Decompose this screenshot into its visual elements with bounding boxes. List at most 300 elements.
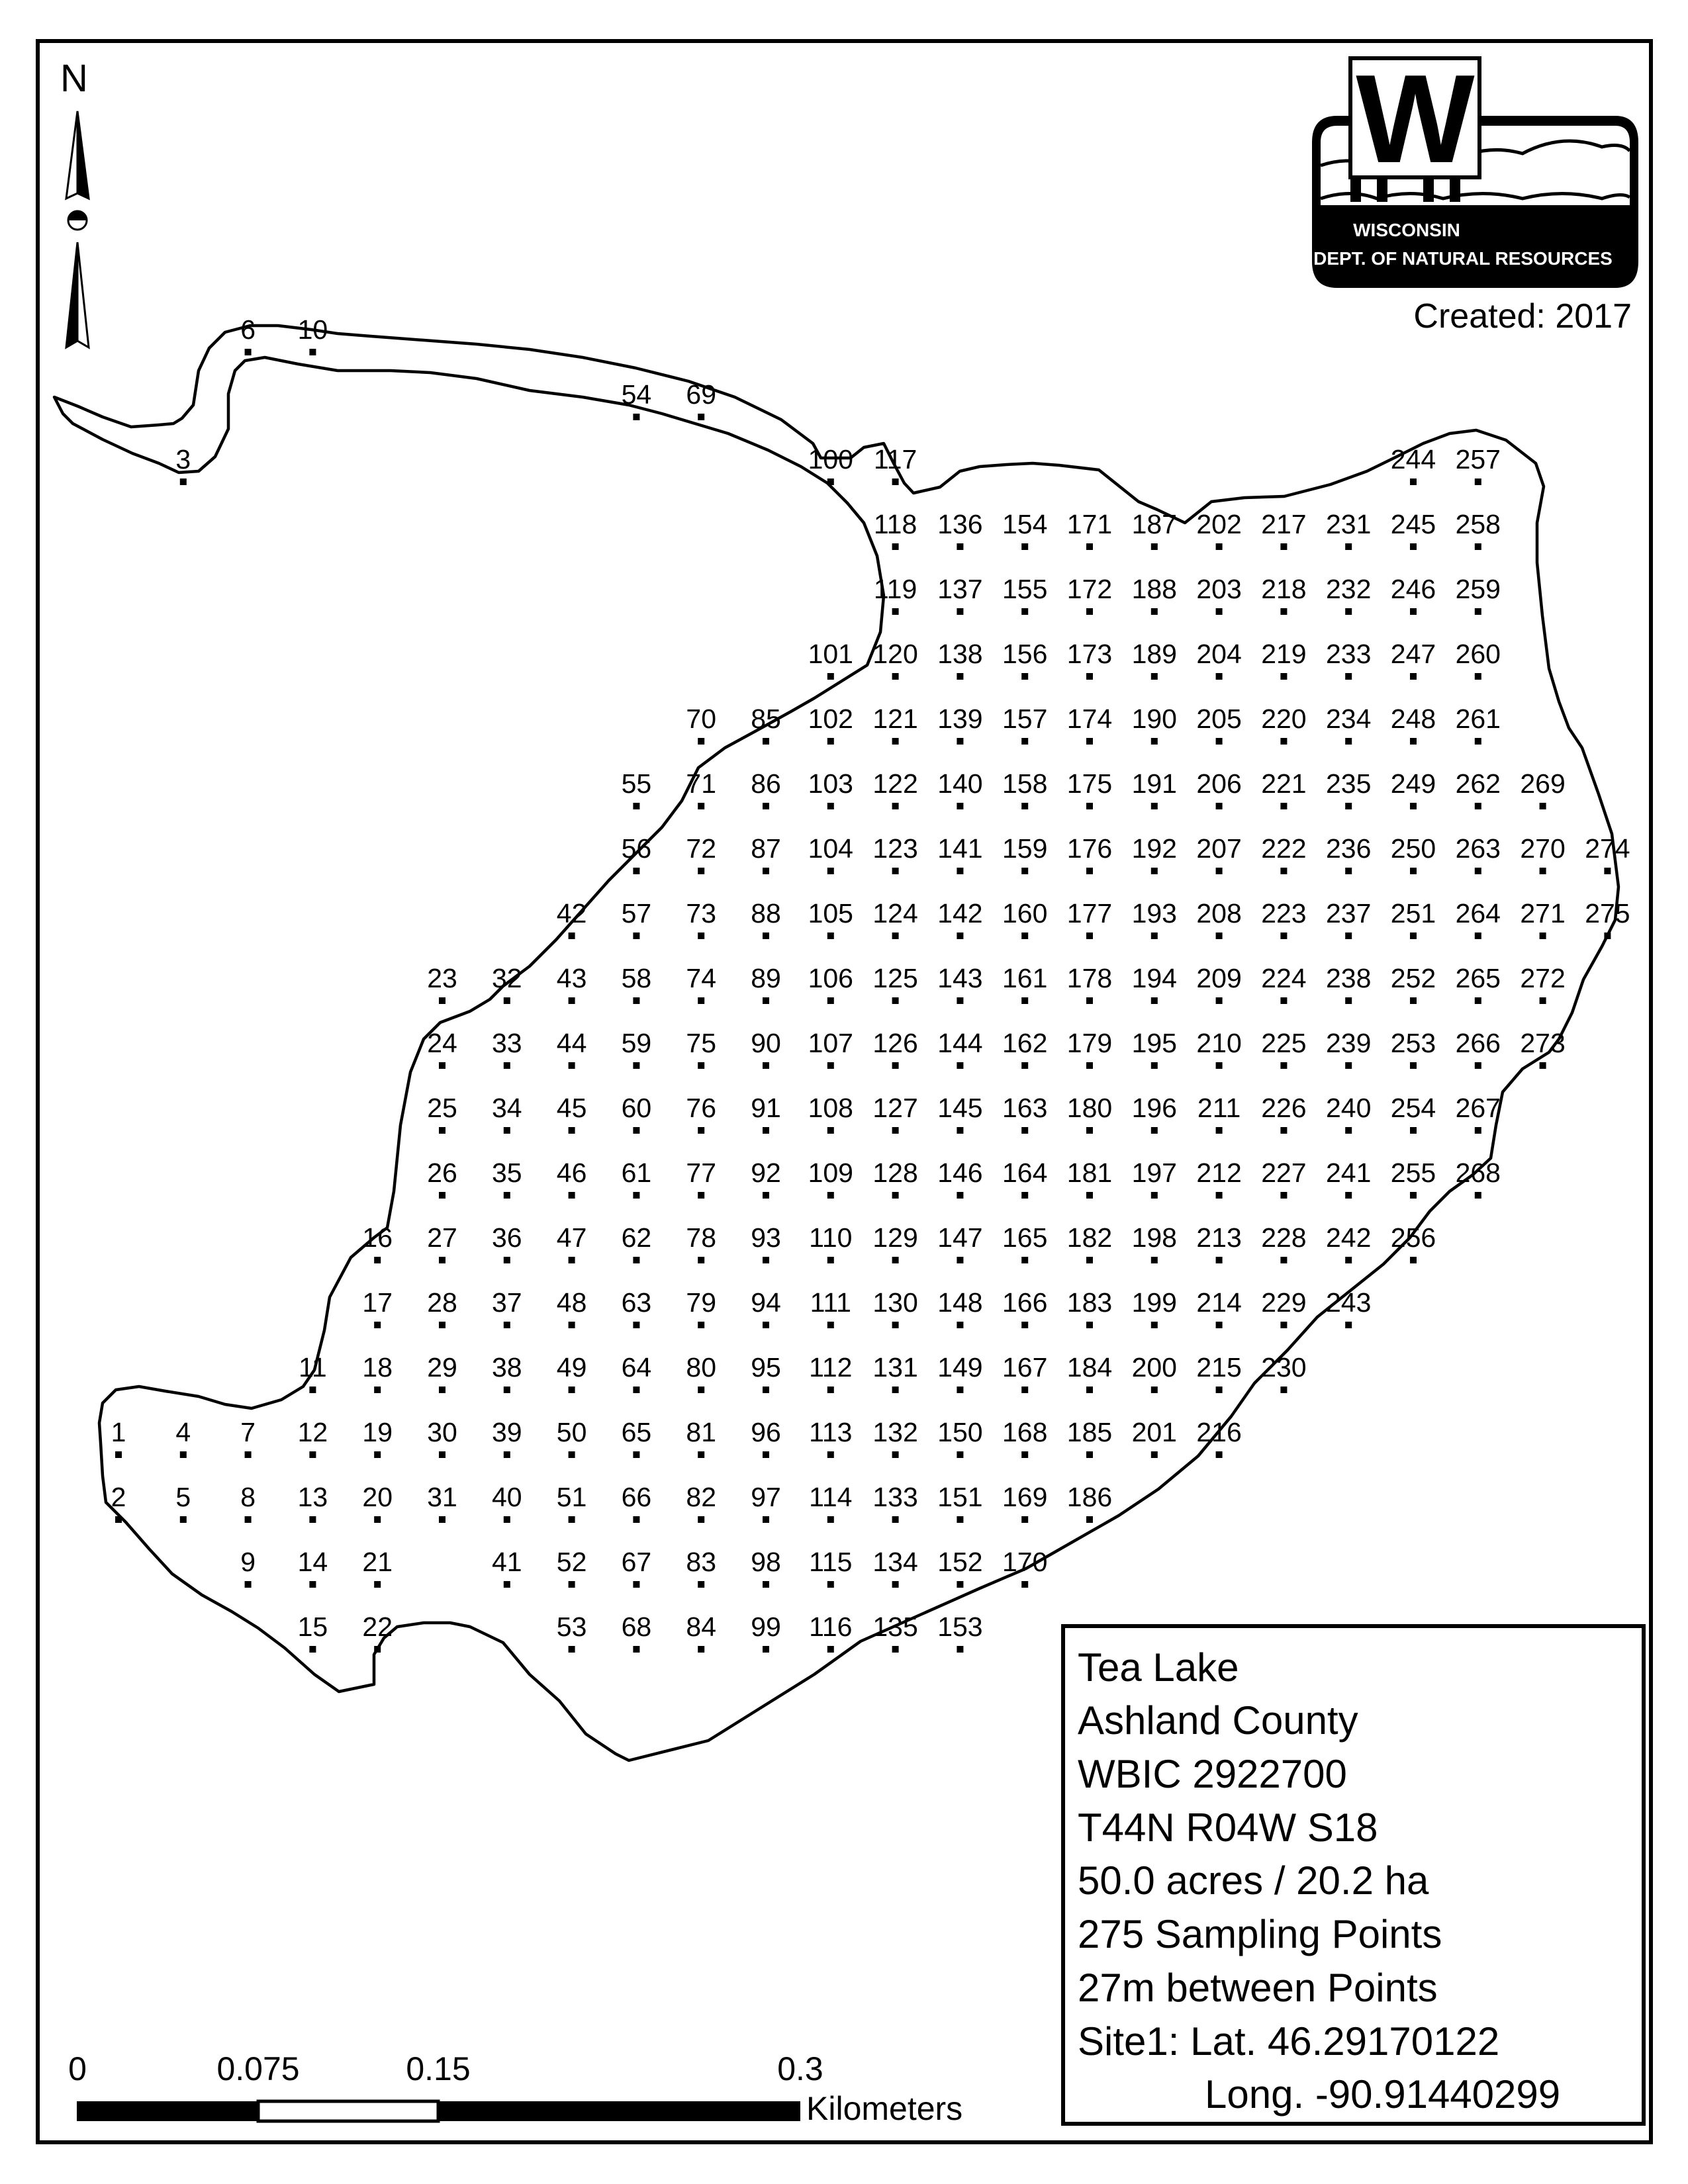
sampling-point-label: 129 (872, 1222, 918, 1253)
sampling-point-label: 149 (937, 1352, 983, 1383)
sampling-point-label: 74 (686, 963, 717, 993)
sampling-point-label: 80 (686, 1352, 717, 1383)
sampling-point-label: 125 (872, 963, 918, 993)
sampling-point-label: 137 (937, 574, 983, 604)
sampling-point-marker (1216, 1192, 1223, 1199)
sampling-point-marker (569, 1257, 575, 1263)
sampling-point-label: 147 (937, 1222, 983, 1253)
sampling-point-label: 25 (427, 1093, 457, 1123)
sampling-point-marker (633, 1127, 639, 1134)
sampling-point-label: 67 (621, 1547, 652, 1577)
sampling-point-marker (1345, 933, 1352, 939)
sampling-point-label: 87 (751, 833, 781, 864)
sampling-point-marker (1151, 1257, 1158, 1263)
sampling-point-label: 40 (491, 1482, 522, 1512)
sampling-point-marker (1475, 608, 1481, 615)
sampling-point-marker (892, 1062, 899, 1069)
sampling-point-label: 135 (872, 1612, 918, 1642)
sampling-point-label: 185 (1066, 1417, 1113, 1447)
sampling-point-marker (957, 608, 963, 615)
sampling-point-marker (1216, 933, 1223, 939)
sampling-point-label: 62 (621, 1222, 652, 1253)
sampling-point-label: 55 (621, 768, 652, 799)
sampling-point-marker (763, 1127, 769, 1134)
sampling-point-marker (892, 608, 899, 615)
sampling-point-label: 131 (872, 1352, 918, 1383)
sampling-point-label: 189 (1131, 639, 1178, 669)
sampling-point-marker (1021, 868, 1028, 874)
sampling-point-marker (1021, 673, 1028, 680)
logo-line2: DEPT. OF NATURAL RESOURCES (1313, 248, 1613, 269)
sampling-point-label: 160 (1002, 898, 1048, 929)
sampling-point-marker (1086, 933, 1093, 939)
sampling-point-marker (504, 1387, 510, 1393)
sampling-point-marker (698, 1646, 704, 1653)
sampling-point-marker (827, 673, 834, 680)
sampling-point-marker (827, 1646, 834, 1653)
sampling-point-label: 148 (937, 1287, 983, 1318)
sampling-point-label: 169 (1002, 1482, 1048, 1512)
sampling-point-label: 207 (1196, 833, 1242, 864)
sampling-point-label: 197 (1131, 1158, 1178, 1188)
sampling-point-label: 19 (362, 1417, 393, 1447)
scale-tick-2: 0.15 (406, 2050, 471, 2087)
sampling-point-marker (1345, 608, 1352, 615)
sampling-point-marker (1021, 738, 1028, 745)
sampling-point-marker (1475, 738, 1481, 745)
sampling-point-marker (1216, 1127, 1223, 1134)
sampling-point-marker (1345, 673, 1352, 680)
sampling-point-label: 158 (1002, 768, 1048, 799)
sampling-point-label: 139 (937, 704, 983, 734)
sampling-point-label: 261 (1455, 704, 1501, 734)
sampling-point-marker (698, 1192, 704, 1199)
sampling-point-label: 177 (1066, 898, 1113, 929)
sampling-point-label: 61 (621, 1158, 652, 1188)
sampling-point-label: 23 (427, 963, 457, 993)
sampling-point-label: 235 (1325, 768, 1372, 799)
sampling-point-marker (504, 1516, 510, 1523)
sampling-point-marker (763, 1062, 769, 1069)
sampling-point-label: 254 (1390, 1093, 1436, 1123)
sampling-point-marker (633, 933, 639, 939)
sampling-point-label: 195 (1131, 1028, 1178, 1058)
sampling-point-marker (957, 1257, 963, 1263)
sampling-point-marker (1410, 1257, 1417, 1263)
sampling-point-label: 170 (1002, 1547, 1048, 1577)
sampling-point-marker (1216, 673, 1223, 680)
sampling-point-marker (763, 1451, 769, 1458)
sampling-point-label: 151 (937, 1482, 983, 1512)
sampling-point-label: 256 (1390, 1222, 1436, 1253)
sampling-point-marker (892, 1387, 899, 1393)
sampling-point-label: 134 (872, 1547, 918, 1577)
sampling-point-marker (892, 997, 899, 1004)
sampling-point-marker (957, 543, 963, 550)
sampling-point-label: 163 (1002, 1093, 1048, 1123)
sampling-point-label: 48 (556, 1287, 587, 1318)
sampling-point-marker (1475, 933, 1481, 939)
sampling-point-label: 99 (751, 1612, 781, 1642)
sampling-point-marker (957, 673, 963, 680)
sampling-point-marker (1151, 803, 1158, 809)
info-site-lat: Site1: Lat. 46.29170122 (1078, 2019, 1500, 2064)
sampling-point-label: 43 (556, 963, 587, 993)
sampling-point-marker (633, 868, 639, 874)
sampling-point-label: 243 (1325, 1287, 1372, 1318)
sampling-point-label: 93 (751, 1222, 781, 1253)
sampling-point-marker (957, 1387, 963, 1393)
sampling-point-label: 260 (1455, 639, 1501, 669)
sampling-point-marker (1345, 868, 1352, 874)
sampling-point-marker (633, 1062, 639, 1069)
sampling-point-label: 15 (297, 1612, 328, 1642)
sampling-point-marker (309, 1451, 316, 1458)
sampling-point-marker (698, 414, 704, 420)
sampling-point-label: 124 (872, 898, 918, 929)
sampling-point-marker (892, 868, 899, 874)
sampling-point-marker (1086, 543, 1093, 550)
sampling-point-marker (1280, 1257, 1287, 1263)
sampling-point-marker (827, 933, 834, 939)
sampling-point-marker (1410, 478, 1417, 485)
sampling-point-marker (1280, 1062, 1287, 1069)
sampling-point-marker (827, 1451, 834, 1458)
sampling-point-marker (1086, 1451, 1093, 1458)
sampling-point-label: 201 (1131, 1417, 1178, 1447)
sampling-point-marker (1345, 738, 1352, 745)
sampling-point-label: 126 (872, 1028, 918, 1058)
sampling-point-label: 212 (1196, 1158, 1242, 1188)
sampling-point-label: 264 (1455, 898, 1501, 929)
sampling-point-label: 262 (1455, 768, 1501, 799)
sampling-point-marker (633, 803, 639, 809)
sampling-point-label: 117 (873, 444, 917, 475)
sampling-point-label: 180 (1066, 1093, 1113, 1123)
sampling-point-marker (439, 1322, 445, 1328)
sampling-point-label: 155 (1002, 574, 1048, 604)
sampling-point-label: 33 (491, 1028, 522, 1058)
sampling-point-label: 214 (1196, 1287, 1242, 1318)
sampling-point-marker (439, 1387, 445, 1393)
sampling-point-marker (1086, 608, 1093, 615)
sampling-point-marker (374, 1322, 381, 1328)
sampling-point-marker (569, 1451, 575, 1458)
sampling-point-label: 259 (1455, 574, 1501, 604)
sampling-point-marker (892, 1322, 899, 1328)
sampling-point-label: 12 (297, 1417, 328, 1447)
sampling-point-marker (374, 1646, 381, 1653)
sampling-point-marker (1216, 1322, 1223, 1328)
sampling-point-label: 52 (556, 1547, 587, 1577)
sampling-point-label: 118 (873, 509, 917, 539)
sampling-point-marker (633, 1451, 639, 1458)
sampling-point-marker (698, 1451, 704, 1458)
sampling-point-marker (504, 997, 510, 1004)
sampling-point-marker (1151, 1387, 1158, 1393)
sampling-point-marker (1086, 1062, 1093, 1069)
sampling-point-marker (763, 738, 769, 745)
sampling-point-marker (374, 1451, 381, 1458)
sampling-point-label: 22 (362, 1612, 393, 1642)
sampling-point-marker (1021, 1322, 1028, 1328)
sampling-point-marker (374, 1516, 381, 1523)
sampling-point-label: 244 (1390, 444, 1436, 475)
sampling-point-marker (957, 1581, 963, 1588)
sampling-point-label: 200 (1131, 1352, 1178, 1383)
sampling-point-label: 156 (1002, 639, 1048, 669)
sampling-point-label: 144 (937, 1028, 983, 1058)
sampling-point-marker (698, 738, 704, 745)
sampling-point-marker (1151, 673, 1158, 680)
sampling-point-marker (1540, 1062, 1546, 1069)
sampling-point-marker (763, 1387, 769, 1393)
sampling-point-marker (1280, 1127, 1287, 1134)
sampling-point-label: 45 (556, 1093, 587, 1123)
sampling-point-label: 115 (809, 1547, 853, 1577)
sampling-point-label: 127 (872, 1093, 918, 1123)
sampling-point-label: 257 (1455, 444, 1501, 475)
info-area: 50.0 acres / 20.2 ha (1078, 1858, 1429, 1903)
sampling-point-marker (439, 1127, 445, 1134)
sampling-point-label: 100 (808, 444, 854, 475)
sampling-point-label: 88 (751, 898, 781, 929)
sampling-point-marker (1280, 803, 1287, 809)
sampling-point-marker (957, 933, 963, 939)
sampling-point-marker (1410, 1062, 1417, 1069)
sampling-point-label: 157 (1002, 704, 1048, 734)
sampling-point-label: 211 (1197, 1093, 1241, 1123)
sampling-point-marker (569, 1387, 575, 1393)
sampling-point-label: 174 (1066, 704, 1113, 734)
sampling-point-label: 77 (686, 1158, 717, 1188)
sampling-point-label: 113 (809, 1417, 853, 1447)
sampling-point-label: 275 (1585, 898, 1630, 929)
sampling-point-label: 192 (1131, 833, 1178, 864)
sampling-point-label: 1 (111, 1417, 126, 1447)
sampling-point-label: 240 (1325, 1093, 1372, 1123)
sampling-point-marker (892, 1451, 899, 1458)
sampling-point-label: 236 (1325, 833, 1372, 864)
sampling-point-label: 10 (297, 314, 328, 345)
sampling-point-marker (1021, 1062, 1028, 1069)
sampling-point-marker (763, 803, 769, 809)
sampling-point-marker (1151, 868, 1158, 874)
sampling-point-label: 268 (1455, 1158, 1501, 1188)
sampling-point-label: 105 (808, 898, 854, 929)
sampling-point-label: 218 (1261, 574, 1307, 604)
sampling-point-marker (1021, 933, 1028, 939)
sampling-point-label: 222 (1261, 833, 1307, 864)
sampling-point-label: 267 (1455, 1093, 1501, 1123)
sampling-point-marker (1345, 803, 1352, 809)
sampling-point-marker (1151, 1062, 1158, 1069)
sampling-point-label: 196 (1131, 1093, 1178, 1123)
sampling-point-label: 106 (808, 963, 854, 993)
sampling-point-label: 54 (621, 379, 652, 410)
scale-tick-3: 0.3 (777, 2050, 823, 2087)
sampling-point-label: 4 (175, 1417, 191, 1447)
sampling-point-label: 247 (1390, 639, 1436, 669)
sampling-point-label: 168 (1002, 1417, 1048, 1447)
sampling-point-label: 204 (1196, 639, 1242, 669)
sampling-point-label: 263 (1455, 833, 1501, 864)
sampling-point-label: 53 (556, 1612, 587, 1642)
sampling-point-label: 13 (297, 1482, 328, 1512)
sampling-point-label: 252 (1390, 963, 1436, 993)
sampling-point-label: 191 (1131, 768, 1178, 799)
sampling-point-label: 266 (1455, 1028, 1501, 1058)
sampling-point-label: 104 (808, 833, 854, 864)
sampling-point-label: 86 (751, 768, 781, 799)
sampling-point-marker (957, 1127, 963, 1134)
sampling-point-marker (1280, 673, 1287, 680)
sampling-point-label: 217 (1261, 509, 1307, 539)
sampling-point-label: 251 (1390, 898, 1436, 929)
sampling-point-label: 20 (362, 1482, 393, 1512)
sampling-point-label: 153 (937, 1612, 983, 1642)
sampling-point-label: 198 (1131, 1222, 1178, 1253)
sampling-point-marker (1021, 608, 1028, 615)
sampling-point-marker (633, 1387, 639, 1393)
sampling-point-label: 2 (111, 1482, 126, 1512)
sampling-point-label: 90 (751, 1028, 781, 1058)
sampling-point-label: 47 (556, 1222, 587, 1253)
sampling-point-marker (1086, 1127, 1093, 1134)
sampling-point-label: 36 (491, 1222, 522, 1253)
sampling-point-label: 56 (621, 833, 652, 864)
sampling-point-marker (763, 1322, 769, 1328)
sampling-point-marker (892, 1646, 899, 1653)
sampling-point-marker (245, 1581, 252, 1588)
sampling-point-label: 258 (1455, 509, 1501, 539)
sampling-point-label: 142 (937, 898, 983, 929)
sampling-point-label: 202 (1196, 509, 1242, 539)
sampling-point-label: 75 (686, 1028, 717, 1058)
sampling-point-label: 96 (751, 1417, 781, 1447)
sampling-point-label: 94 (751, 1287, 781, 1318)
sampling-point-label: 107 (808, 1028, 854, 1058)
sampling-point-label: 130 (872, 1287, 918, 1318)
sampling-point-marker (309, 1581, 316, 1588)
sampling-point-marker (827, 1516, 834, 1523)
sampling-point-label: 237 (1325, 898, 1372, 929)
sampling-point-marker (439, 1062, 445, 1069)
sampling-point-marker (1410, 803, 1417, 809)
sampling-point-marker (309, 349, 316, 355)
sampling-point-label: 203 (1196, 574, 1242, 604)
sampling-point-label: 17 (362, 1287, 393, 1318)
sampling-point-label: 57 (621, 898, 652, 929)
sampling-point-marker (957, 868, 963, 874)
sampling-point-label: 242 (1325, 1222, 1372, 1253)
info-county: Ashland County (1078, 1698, 1358, 1743)
sampling-point-marker (1021, 543, 1028, 550)
sampling-point-label: 273 (1520, 1028, 1566, 1058)
sampling-point-label: 249 (1390, 768, 1436, 799)
sampling-point-label: 18 (362, 1352, 393, 1383)
sampling-point-marker (1021, 1387, 1028, 1393)
sampling-point-label: 6 (240, 314, 256, 345)
sampling-point-marker (1475, 803, 1481, 809)
sampling-point-label: 24 (427, 1028, 457, 1058)
sampling-point-marker (892, 1516, 899, 1523)
sampling-point-label: 122 (872, 768, 918, 799)
sampling-point-label: 146 (937, 1158, 983, 1188)
sampling-point-marker (1021, 997, 1028, 1004)
sampling-point-marker (1280, 868, 1287, 874)
sampling-point-marker (957, 1646, 963, 1653)
sampling-point-marker (698, 1257, 704, 1263)
sampling-point-marker (698, 1127, 704, 1134)
sampling-point-label: 60 (621, 1093, 652, 1123)
sampling-point-label: 223 (1261, 898, 1307, 929)
sampling-point-label: 221 (1261, 768, 1307, 799)
sampling-point-label: 245 (1390, 509, 1436, 539)
sampling-point-label: 41 (491, 1547, 522, 1577)
sampling-point-marker (1021, 1451, 1028, 1458)
sampling-point-label: 194 (1131, 963, 1178, 993)
sampling-point-marker (504, 1257, 510, 1263)
sampling-point-label: 26 (427, 1158, 457, 1188)
sampling-point-label: 265 (1455, 963, 1501, 993)
sampling-point-marker (698, 997, 704, 1004)
sampling-point-label: 27 (427, 1222, 457, 1253)
sampling-point-marker (374, 1581, 381, 1588)
sampling-point-marker (569, 1581, 575, 1588)
sampling-point-label: 69 (686, 379, 717, 410)
sampling-point-marker (1410, 608, 1417, 615)
sampling-point-label: 181 (1066, 1158, 1113, 1188)
sampling-point-label: 5 (175, 1482, 191, 1512)
sampling-point-label: 97 (751, 1482, 781, 1512)
sampling-point-label: 228 (1261, 1222, 1307, 1253)
sampling-point-marker (439, 997, 445, 1004)
sampling-point-marker (1216, 608, 1223, 615)
sampling-point-marker (698, 803, 704, 809)
sampling-point-label: 246 (1390, 574, 1436, 604)
sampling-point-marker (763, 1581, 769, 1588)
sampling-point-marker (1410, 997, 1417, 1004)
sampling-point-marker (180, 478, 187, 485)
sampling-point-marker (1021, 803, 1028, 809)
sampling-point-marker (892, 1127, 899, 1134)
sampling-point-label: 179 (1066, 1028, 1113, 1058)
sampling-point-marker (827, 803, 834, 809)
sampling-point-marker (763, 1257, 769, 1263)
sampling-point-label: 44 (556, 1028, 587, 1058)
sampling-point-label: 133 (872, 1482, 918, 1512)
sampling-point-marker (1151, 933, 1158, 939)
logo-letter: W (1356, 49, 1475, 189)
sampling-point-marker (1345, 997, 1352, 1004)
sampling-point-marker (763, 1516, 769, 1523)
sampling-point-label: 119 (873, 574, 917, 604)
sampling-point-label: 141 (937, 833, 983, 864)
sampling-point-label: 186 (1066, 1482, 1113, 1512)
sampling-point-marker (957, 1451, 963, 1458)
sampling-point-label: 46 (556, 1158, 587, 1188)
sampling-point-marker (892, 478, 899, 485)
sampling-point-marker (1021, 1192, 1028, 1199)
sampling-point-label: 91 (751, 1093, 781, 1123)
sampling-point-label: 152 (937, 1547, 983, 1577)
info-trs: T44N R04W S18 (1078, 1805, 1378, 1850)
sampling-point-label: 109 (808, 1158, 854, 1188)
sampling-point-label: 82 (686, 1482, 717, 1512)
sampling-point-marker (1475, 868, 1481, 874)
sampling-point-label: 173 (1066, 639, 1113, 669)
